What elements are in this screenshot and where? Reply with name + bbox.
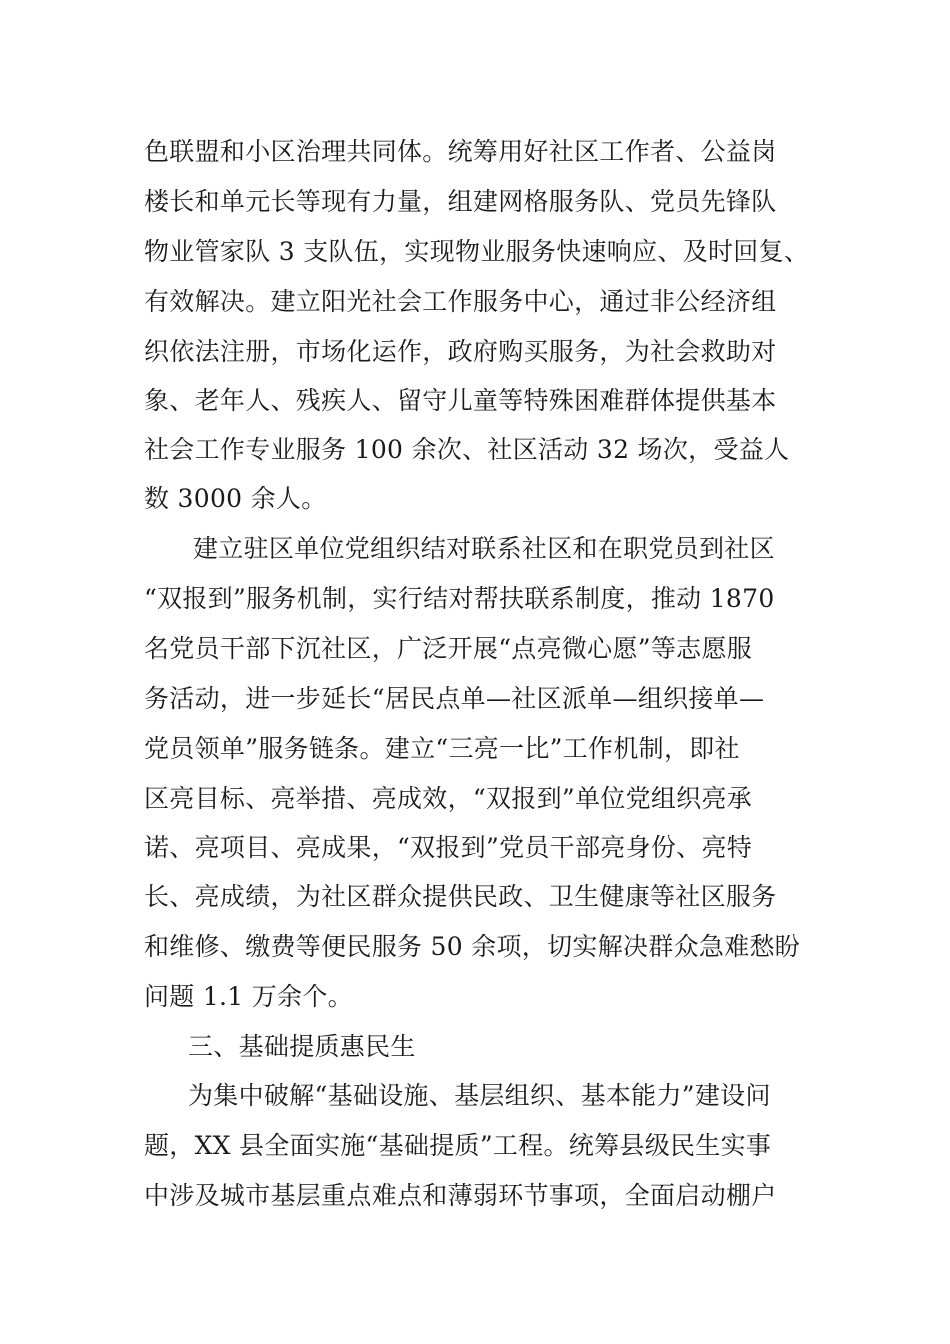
text-line: 建立驻区单位党组织结对联系社区和在职党员到社区 <box>193 534 775 563</box>
text-line: 题，XX 县全面实施“基础提质”工程。统筹县级民生实事 <box>144 1131 772 1160</box>
text-line: 为集中破解“基础设施、基层组织、基本能力”建设问 <box>188 1081 771 1110</box>
text-line: 楼长和单元长等现有力量，组建网格服务队、党员先锋队 <box>144 187 777 216</box>
text-line: 有效解决。建立阳光社会工作服务中心，通过非公经济组 <box>144 287 777 316</box>
text-line: 诺、亮项目、亮成果，“双报到”党员干部亮身份、亮特 <box>144 833 753 862</box>
text-line: 和维修、缴费等便民服务 50 余项，切实解决群众急难愁盼 <box>144 932 801 961</box>
text-line: 问题 1.1 万余个。 <box>144 982 353 1011</box>
text-line: 数 3000 余人。 <box>144 484 327 513</box>
text-line: 务活动，进一步延长“居民点单—社区派单—组织接单— <box>144 684 765 713</box>
text-line: 织依法注册，市场化运作，政府购买服务，为社会救助对 <box>144 337 777 366</box>
text-line: “双报到”服务机制，实行结对帮扶联系制度，推动 1870 <box>144 584 775 613</box>
text-line: 党员领单”服务链条。建立“三亮一比”工作机制，即社 <box>144 734 740 763</box>
text-line: 色联盟和小区治理共同体。统筹用好社区工作者、公益岗 <box>144 137 777 166</box>
text-line: 中涉及城市基层重点难点和薄弱环节事项，全面启动棚户 <box>144 1181 777 1210</box>
text-line: 社会工作专业服务 100 余次、社区活动 32 场次，受益人 <box>144 435 790 464</box>
text-line: 名党员干部下沉社区，广泛开展“点亮微心愿”等志愿服 <box>144 634 753 663</box>
text-line: 长、亮成绩，为社区群众提供民政、卫生健康等社区服务 <box>144 882 777 911</box>
text-line: 象、老年人、残疾人、留守儿童等特殊困难群体提供基本 <box>144 386 777 415</box>
text-line: 区亮目标、亮举措、亮成效，“双报到”单位党组织亮承 <box>144 784 753 813</box>
text-line: 物业管家队 3 支队伍，实现物业服务快速响应、及时回复、 <box>144 237 810 266</box>
section-heading: 三、基础提质惠民生 <box>188 1032 416 1061</box>
